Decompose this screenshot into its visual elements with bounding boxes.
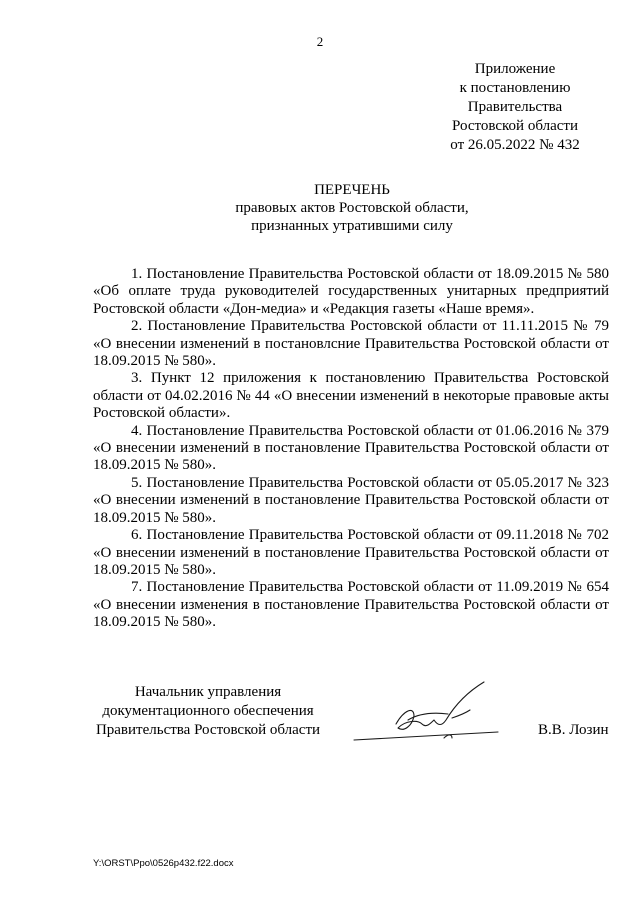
list-item: 4. Постановление Правительства Ростовской области от 01.06.2016 № 379 «О внесении изменений в постановление Правительства Ростовской области от 18.09.2015 № 580». [93, 422, 609, 474]
appendix-line: Приложение [474, 61, 556, 77]
appendix-line: от 26.05.2022 № 432 [450, 137, 580, 153]
position-line: Правительства Ростовской области [95, 722, 321, 738]
appendix-line: к постановлению [459, 80, 571, 96]
title-heading: ПЕРЕЧЕНЬ [314, 182, 390, 198]
position-line: документационного обеспечения [102, 703, 314, 719]
appendix-line: Правительства [467, 99, 563, 115]
title-line: признанных утратившими силу [251, 218, 453, 234]
position-line: Начальник управления [134, 684, 282, 700]
list-item: 5. Постановление Правительства Ростовской области от 05.05.2017 № 323 «О внесении изменений в постановление Правительства Ростовской области от 18.09.2015 № 580». [93, 474, 609, 526]
signatory-position [88, 683, 328, 740]
page-number: 2 [316, 34, 324, 49]
list-item: 6. Постановление Правительства Ростовской области от 09.11.2018 № 702 «О внесении изменений в постановление Правительства Ростовской области от 18.09.2015 № 580». [93, 527, 609, 578]
list-item: 7. Постановление Правительства Ростовской области от 11.09.2019 № 654 «О внесении изменения в постановление Правительства Ростовской области от 18.09.2015 № 580». [93, 579, 609, 631]
acts-list [93, 266, 609, 632]
title-line: правовых актов Ростовской области, [235, 200, 469, 216]
list-item: 1. Постановление Правительства Ростовской области от 18.09.2015 № 580 «Об оплате труда руководителей государственных унитарных предприятий Ростовской области «Дон-медиа» и «Редакция газеты «Наше время». [93, 266, 609, 317]
file-path: Y:\ORST\Ppo\0526p432.f22.docx [93, 858, 234, 869]
document-title [0, 181, 640, 235]
list-item: 2. Постановление Правительства Ростовской области от 11.11.2015 № 79 «О внесении изменений в постановлсние Правительства Ростовской области от 18.09.2015 № 580». [93, 318, 609, 370]
list-item: 3. Пункт 12 приложения к постановлению Правительства Ростовской области от 04.02.2016 № 44 «О внесении изменений в некоторые правовые акты Ростовской области». [93, 370, 609, 422]
handwritten-signature [348, 680, 518, 750]
signatory-name: В.В. Лозин [538, 722, 609, 738]
appendix-line: Ростовской области [452, 118, 578, 134]
appendix-header [440, 60, 590, 155]
